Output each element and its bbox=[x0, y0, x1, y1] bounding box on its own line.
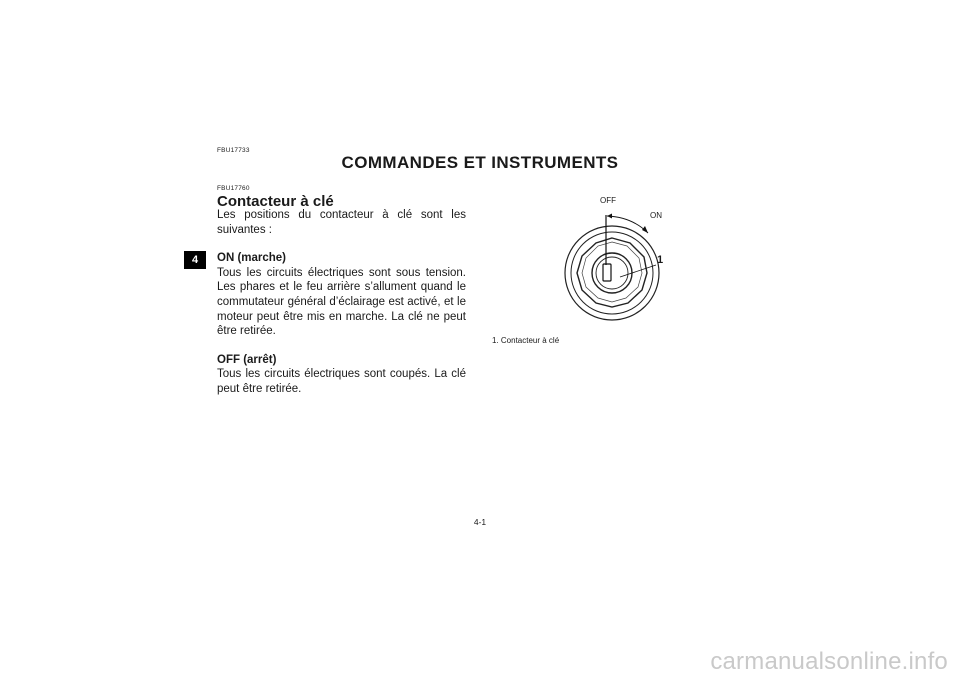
off-label: OFF bbox=[600, 196, 616, 205]
key-switch-illustration bbox=[560, 205, 680, 330]
body-column bbox=[217, 208, 466, 397]
chapter-title: COMMANDES ET INSTRUMENTS bbox=[341, 153, 619, 172]
intro-text: Les positions du contacteur à clé sont les suivantes : bbox=[217, 209, 466, 236]
section-title: Contacteur à clé bbox=[217, 193, 334, 210]
section-code: FBU17760 bbox=[217, 185, 250, 192]
watermark: carmanualsonline.info bbox=[710, 648, 948, 675]
on-text: Tous les circuits électriques sont sous tension. Les phares et le feu arrière s’allument quand le commutateur général d’éclairage est activé, et le moteur peut être mis en marche. La clé ne peut être retirée. bbox=[217, 266, 466, 338]
page-number: 4-1 bbox=[473, 517, 487, 527]
off-heading: OFF (arrêt) bbox=[217, 353, 277, 366]
figure-caption: 1. Contacteur à clé bbox=[492, 336, 560, 345]
header-code: FBU17733 bbox=[217, 147, 250, 154]
chapter-tab: 4 bbox=[184, 251, 206, 269]
on-label: ON bbox=[650, 211, 662, 220]
callout-number: 1 bbox=[657, 254, 664, 266]
off-text: Tous les circuits électriques sont coupés. La clé peut être retirée. bbox=[217, 368, 466, 395]
on-heading: ON (marche) bbox=[217, 252, 287, 265]
